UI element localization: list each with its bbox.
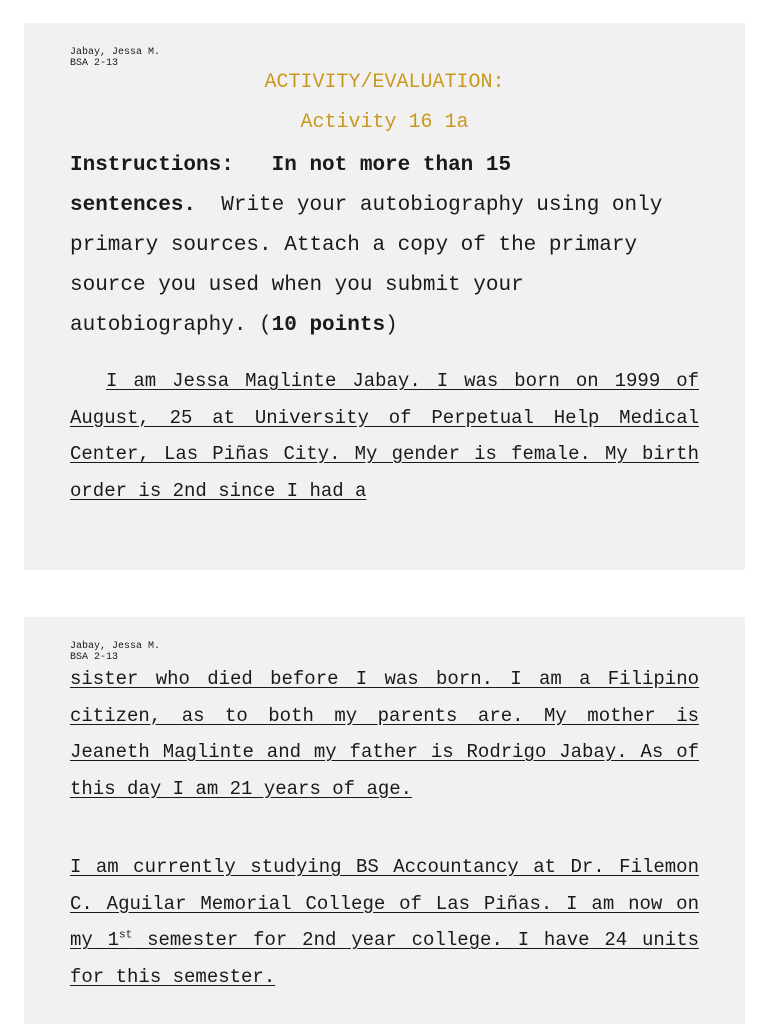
instructions (70, 146, 710, 346)
activity-title: ACTIVITY/EVALUATION: (264, 71, 505, 94)
student-section: BSA 2-13 (70, 58, 119, 69)
paragraph-text: semester for 2nd year college. I have 24 units for this semester. (70, 929, 700, 988)
page-header (70, 641, 160, 663)
document-page-2 (24, 617, 745, 1024)
autobiography-paragraph (70, 849, 699, 995)
instructions-text: Write your autobiography using only primary sources. Attach a copy of the primary source you used when you submit your autobiography. ( (70, 194, 663, 337)
student-section: BSA 2-13 (70, 652, 119, 663)
page-header (70, 47, 160, 69)
document-page-1 (24, 23, 745, 570)
autobiography-paragraph: sister who died before I was born. I am a Filipino citizen, as to both my parents are. My mother is Jeaneth Maglinte and my father is Rodrigo Jabay. As of this day I am 21 years of age. (70, 668, 699, 800)
paragraph-text: I am currently studying BS Accountancy at Dr. Filemon C. Aguilar Memorial College of Las Piñas. I am now on my 1 (70, 856, 699, 951)
autobiography-paragraph: I am Jessa Maglinte Jabay. I was born on 1999 of August, 25 at University of Perpetual Help Medical Center, Las Piñas City. My gender is female. My birth order is 2nd since I had a (70, 370, 699, 502)
instructions-bold: In not more than 15 sentences. (70, 154, 512, 217)
instructions-label: Instructions: (70, 154, 234, 177)
ordinal-suffix: st (119, 929, 133, 942)
instructions-close: ) (385, 314, 398, 337)
activity-subtitle: Activity 16 1a (300, 111, 469, 134)
points-label: 10 points (271, 314, 386, 337)
student-name: Jabay, Jessa M. (70, 641, 161, 652)
student-name: Jabay, Jessa M. (70, 47, 161, 58)
